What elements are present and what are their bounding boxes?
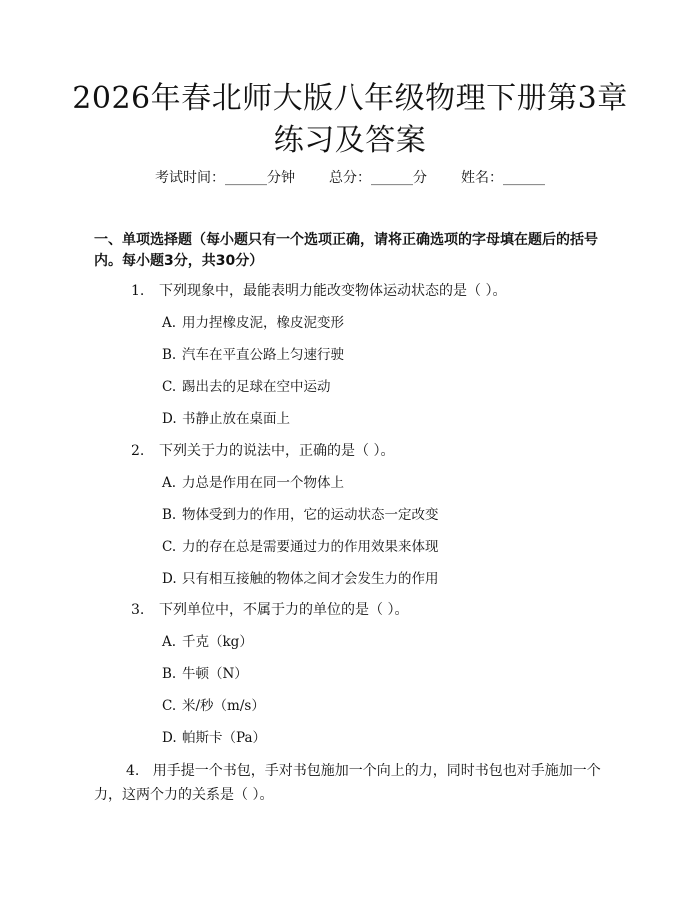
question-number: 2.	[131, 443, 145, 459]
option-letter: B.	[162, 666, 177, 682]
option-letter: C.	[162, 379, 177, 395]
question-2-option-b	[162, 505, 439, 525]
question-4	[94, 759, 614, 807]
question-2-option-a	[162, 473, 344, 493]
exam-time-label: 考试时间：______分钟	[155, 170, 295, 186]
name-label: 姓名：______	[461, 170, 545, 186]
question-1-option-b	[162, 345, 344, 365]
option-text: 帕斯卡（Pa）	[182, 730, 267, 746]
option-letter: A.	[162, 475, 177, 491]
question-number: 1.	[131, 283, 145, 299]
question-number: 4.	[126, 763, 140, 779]
question-2-option-d	[162, 569, 439, 589]
question-text: 下列现象中，最能表明力能改变物体运动状态的是（ ）。	[159, 283, 507, 299]
question-3-option-b	[162, 664, 248, 684]
question-text: 用手提一个书包，手对书包施加一个向上的力，同时书包也对手施加一个力，这两个力的关系是（ ）。	[94, 763, 601, 803]
option-text: 力总是作用在同一个物体上	[182, 475, 344, 491]
option-letter: A.	[162, 634, 177, 650]
option-text: 踢出去的足球在空中运动	[182, 379, 331, 395]
option-text: 牛顿（N）	[182, 666, 248, 682]
question-3	[131, 600, 408, 620]
question-1-option-a	[162, 313, 344, 333]
question-1	[131, 281, 506, 301]
question-2-option-c	[162, 537, 439, 557]
question-3-option-c	[162, 696, 265, 716]
question-2	[131, 441, 394, 461]
option-letter: B.	[162, 347, 177, 363]
option-letter: A.	[162, 315, 177, 331]
option-letter: C.	[162, 539, 177, 555]
option-text: 力的存在总是需要通过力的作用效果来体现	[182, 539, 439, 555]
question-text: 下列关于力的说法中，正确的是（ ）。	[159, 443, 395, 459]
option-letter: C.	[162, 698, 177, 714]
option-text: 米/秒（m/s）	[182, 698, 265, 714]
option-letter: B.	[162, 507, 177, 523]
option-letter: D.	[162, 730, 177, 746]
option-text: 千克（kg）	[182, 634, 253, 650]
option-letter: D.	[162, 411, 177, 427]
document-title: 2026年春北师大版八年级物理下册第3章练习及答案	[72, 81, 628, 158]
option-letter: D.	[162, 571, 177, 587]
option-text: 只有相互接触的物体之间才会发生力的作用	[182, 571, 439, 587]
question-1-option-c	[162, 377, 331, 397]
section-heading: 一、单项选择题（每小题只有一个选项正确，请将正确选项的字母填在题后的括号内。每小题3分，共30分）	[94, 232, 598, 269]
question-3-option-d	[162, 728, 266, 748]
question-number: 3.	[131, 602, 145, 618]
option-text: 汽车在平直公路上匀速行驶	[182, 347, 344, 363]
question-text: 下列单位中，不属于力的单位的是（ ）。	[159, 602, 409, 618]
option-text: 物体受到力的作用，它的运动状态一定改变	[182, 507, 439, 523]
option-text: 书静止放在桌面上	[182, 411, 290, 427]
question-3-option-a	[162, 632, 253, 652]
option-text: 用力捏橡皮泥，橡皮泥变形	[182, 315, 344, 331]
total-score-label: 总分：______分	[329, 170, 427, 186]
question-1-option-d	[162, 409, 290, 429]
exam-info	[0, 168, 700, 188]
